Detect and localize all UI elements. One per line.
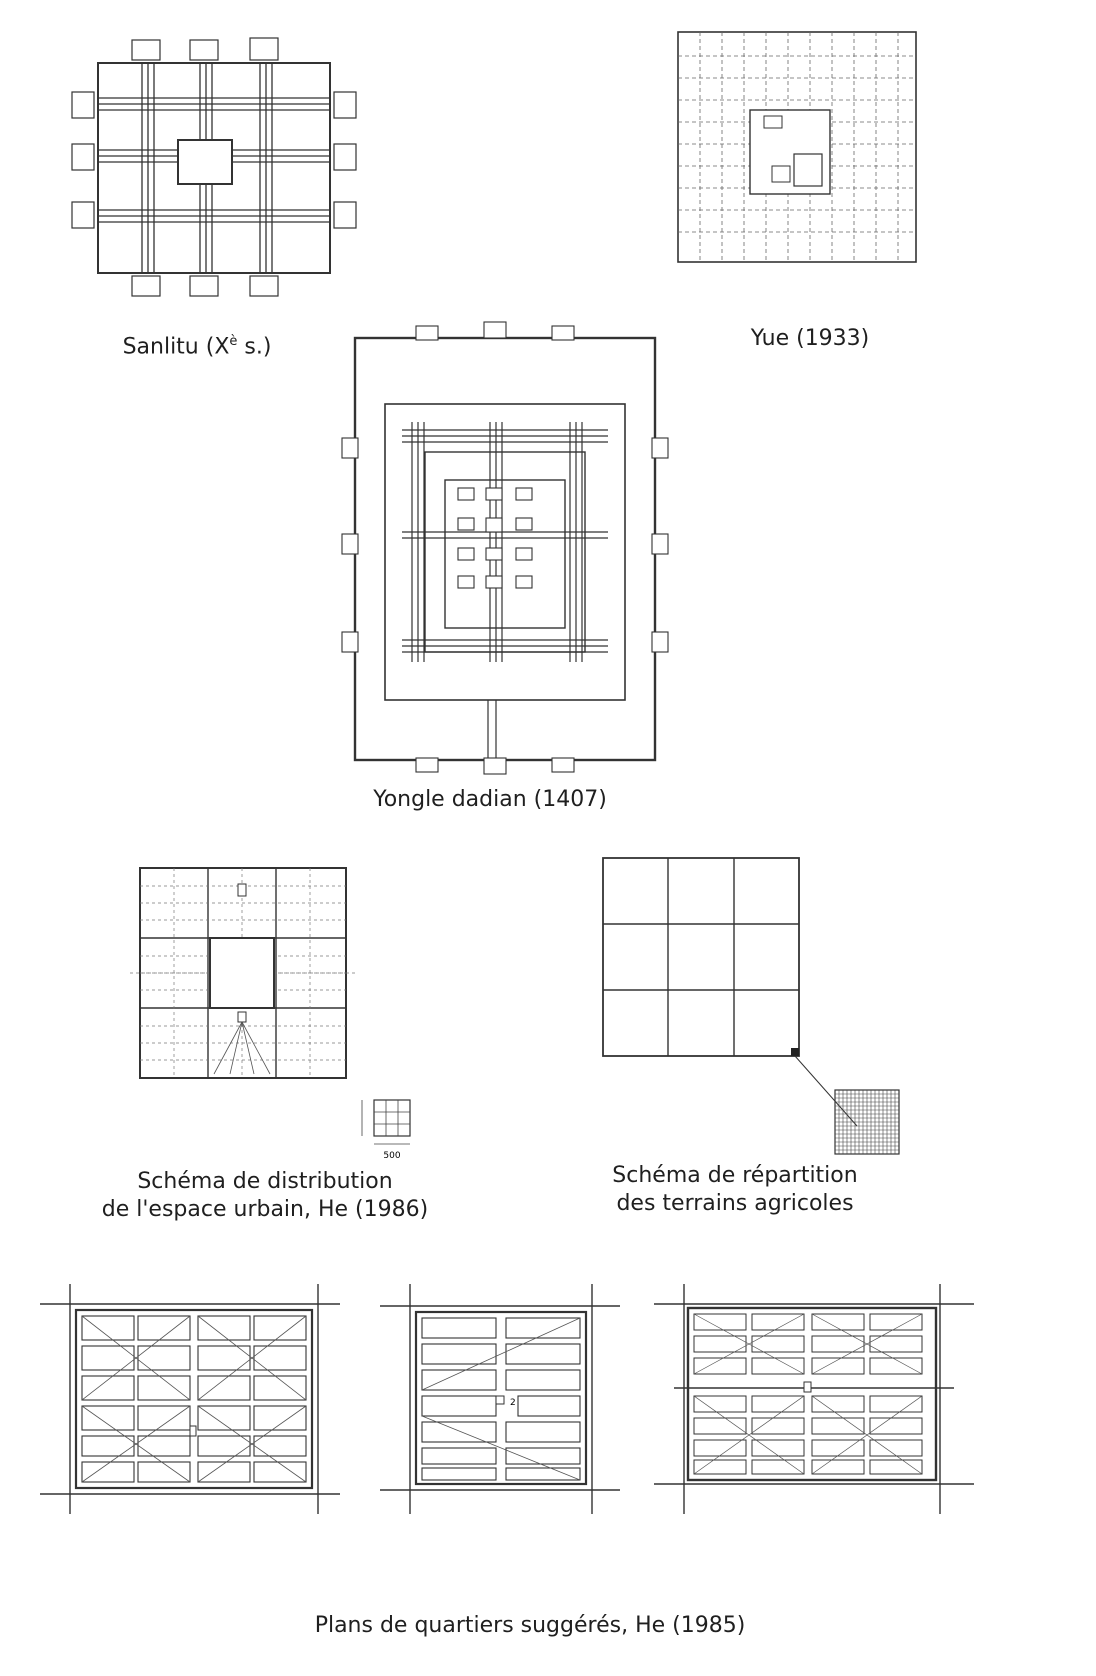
neighbourhood-plans-caption: Plans de quartiers suggérés, He (1985) [314,1613,746,1638]
sanlitu-caption-sup: è [229,334,238,349]
yue-caption: Yue (1933) [750,326,870,351]
neighbourhood-plan-2 [380,1284,620,1514]
sanlitu-caption [112,328,282,361]
neighbourhood-plan-3 [654,1284,974,1514]
yue-drawing [668,18,948,298]
agricultural-schema-caption [585,1162,885,1218]
neighbourhood-plan-3-drawing [654,1284,974,1514]
yongle-plan [330,312,680,792]
urban-schema-caption-line2: de l'espace urbain, He (1986) [101,1197,429,1222]
agricultural-schema-caption-line1: Schéma de répartition [612,1163,858,1188]
urban-distribution-schema [130,862,430,1182]
urban-schema-drawing [130,862,430,1182]
sanlitu-caption-end: s.) [237,334,272,360]
scale-label: 500 [383,1151,401,1161]
agricultural-schema-caption-line2: des terrains agricoles [616,1191,854,1216]
urban-schema-caption-line1: Schéma de distribution [137,1169,393,1194]
urban-schema-caption [95,1168,435,1224]
neighbourhood-plan-1 [40,1284,340,1514]
sanlitu-drawing [60,30,360,310]
agricultural-schema-drawing [595,852,915,1164]
neighbourhood-plan-1-drawing [40,1284,340,1514]
neighbourhood-plan-2-drawing [380,1284,620,1514]
yongle-caption: Yongle dadian (1407) [373,787,607,812]
agricultural-land-schema [595,852,915,1164]
sanlitu-plan [60,30,360,310]
block-label-2: 2 [510,1398,516,1408]
yongle-drawing [330,312,680,792]
sanlitu-caption-text: Sanlitu (X [122,334,230,360]
yue-plan [668,18,948,298]
